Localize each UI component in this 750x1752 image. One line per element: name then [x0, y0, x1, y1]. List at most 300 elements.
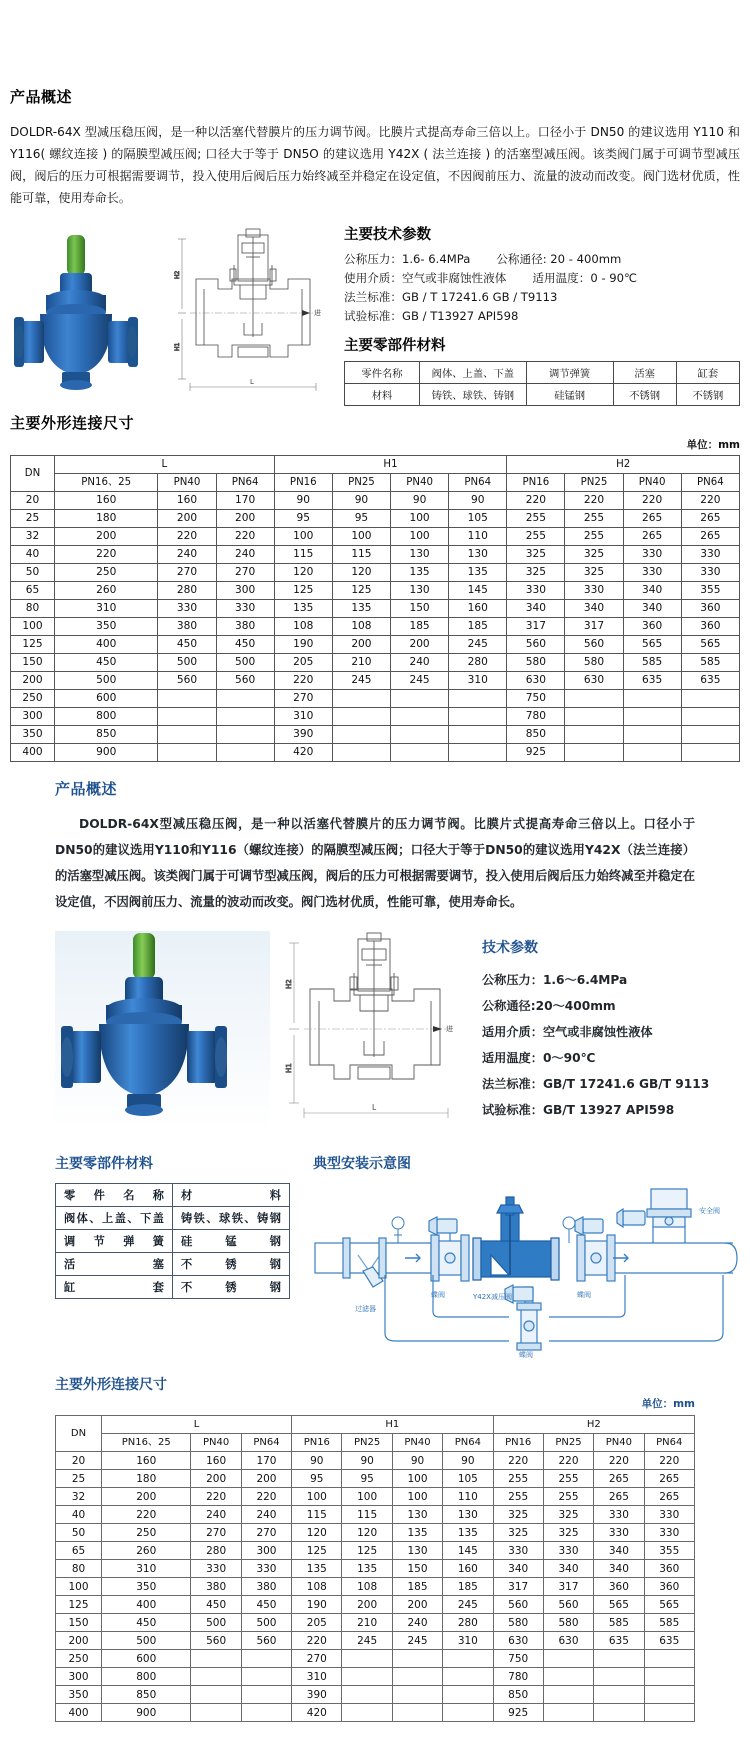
table-row	[56, 1488, 695, 1506]
tech2-label-flange: 法兰标准：	[482, 1077, 543, 1091]
cell-value	[644, 1704, 694, 1722]
table-header-row	[56, 1416, 695, 1434]
cell-value: 300	[241, 1542, 291, 1560]
dim-sub-header-PN25: PN25	[543, 1434, 593, 1452]
table-row	[11, 528, 740, 546]
tech-value-pressure: 1.6- 6.4MPa	[401, 252, 471, 266]
cell-value: 317	[493, 1578, 543, 1596]
cell-value: 500	[191, 1614, 241, 1632]
tech2-label-test: 试验标准：	[482, 1103, 543, 1117]
cell-dn: 250	[11, 690, 55, 708]
cell-dn: 65	[56, 1542, 102, 1560]
cell-value: 635	[681, 672, 739, 690]
table-row	[56, 1184, 290, 1207]
cell-value: 125	[274, 582, 332, 600]
cell-value: 90	[342, 1452, 392, 1470]
cell-value: 200	[332, 636, 390, 654]
cell-value: 125	[342, 1542, 392, 1560]
cell-value: 115	[292, 1506, 342, 1524]
cell-value	[241, 1686, 291, 1704]
cell-dn: 350	[56, 1686, 102, 1704]
cell-value: 180	[102, 1470, 191, 1488]
cell-value: 200	[391, 636, 449, 654]
cell-value	[449, 744, 507, 762]
cell-value: 350	[55, 618, 158, 636]
mat1-v-piston: 不锈钢	[613, 384, 676, 406]
dim-sub-header-PN64: PN64	[216, 474, 274, 492]
cell-value	[443, 1668, 493, 1686]
cell-value: 330	[644, 1506, 694, 1524]
section1-tech-heading: 主要技术参数	[344, 227, 431, 243]
mat2-material: 铸铁、球铁、铸钢	[173, 1207, 290, 1230]
cell-value: 900	[102, 1704, 191, 1722]
cell-value: 565	[644, 1596, 694, 1614]
cell-dn: 400	[11, 744, 55, 762]
cell-value: 750	[507, 690, 565, 708]
cell-value: 240	[391, 654, 449, 672]
cell-value: 145	[449, 582, 507, 600]
section2-overview-text: DOLDR-64X型减压稳压阀，是一种以活塞代替膜片的压力调节阀。比膜片式提高寿命三倍以上。口径小于DN50的建议选用Y110和Y116（螺纹连接）的隔膜型减压阀；口径大于等于DN50的建议选用Y42X（法兰连接）的活塞型减压阀。该类阀门属于可调节型减压阀，阀后的压力可根据需要调节，投入使用后阀后压力始终减至并稳定在设定值，不因阀前压力、流量的波动而改变。阀门选材优质，性能可靠，使用寿命长。	[55, 817, 695, 909]
cell-value	[391, 690, 449, 708]
cell-value: 560	[158, 672, 216, 690]
cell-value	[449, 708, 507, 726]
valve-section-drawing-1	[160, 219, 330, 402]
cell-value: 800	[55, 708, 158, 726]
cell-value: 135	[342, 1560, 392, 1578]
cell-value: 100	[392, 1488, 442, 1506]
cell-value	[443, 1704, 493, 1722]
table-row	[56, 1524, 695, 1542]
cell-value: 160	[191, 1452, 241, 1470]
valve-photo-1	[10, 219, 160, 399]
mat1-v-spring: 硅锰钢	[526, 384, 613, 406]
inlet-label: 进	[314, 309, 321, 317]
cell-value: 90	[391, 492, 449, 510]
cell-value	[392, 1686, 442, 1704]
cell-value: 265	[644, 1470, 694, 1488]
cell-value: 90	[443, 1452, 493, 1470]
table-row	[11, 510, 740, 528]
section2-material-install-row	[55, 1153, 720, 1358]
mat1-h-part: 零件名称	[345, 362, 420, 384]
cell-dn: 25	[11, 510, 55, 528]
cell-value: 780	[493, 1668, 543, 1686]
tech2-row-medium	[482, 1019, 709, 1045]
cell-value: 265	[594, 1470, 644, 1488]
cell-value: 270	[191, 1524, 241, 1542]
cell-value: 200	[216, 510, 274, 528]
table-row	[11, 654, 740, 672]
cell-value: 325	[493, 1524, 543, 1542]
cell-value: 220	[274, 672, 332, 690]
cell-value	[158, 726, 216, 744]
cell-value: 580	[565, 654, 623, 672]
cell-value	[342, 1668, 392, 1686]
cell-value	[565, 744, 623, 762]
section2-tech-block	[470, 931, 709, 1123]
dim-sub-header-PN16: PN16	[493, 1434, 543, 1452]
dim-sub-header-PN64: PN64	[443, 1434, 493, 1452]
cell-value: 255	[565, 510, 623, 528]
dim-sub-header-PN40: PN40	[158, 474, 216, 492]
cell-value	[216, 690, 274, 708]
cell-value: 130	[443, 1506, 493, 1524]
cell-value: 500	[55, 672, 158, 690]
cell-value: 355	[681, 582, 739, 600]
section1-overview-block	[10, 0, 740, 209]
section2-material-table	[55, 1183, 290, 1299]
cell-value: 565	[623, 636, 681, 654]
cell-value: 220	[493, 1452, 543, 1470]
cell-value: 108	[274, 618, 332, 636]
table-row	[56, 1632, 695, 1650]
cell-value: 560	[241, 1632, 291, 1650]
cell-value: 220	[158, 528, 216, 546]
cell-value: 850	[493, 1686, 543, 1704]
cell-value: 360	[644, 1578, 694, 1596]
table-row	[56, 1596, 695, 1614]
table-row	[56, 1207, 290, 1230]
cell-value: 635	[594, 1632, 644, 1650]
cell-dn: 25	[56, 1470, 102, 1488]
cell-value: 360	[644, 1560, 694, 1578]
dim-group-h2: H2	[507, 456, 740, 474]
cell-value: 330	[543, 1542, 593, 1560]
table-row	[56, 1506, 695, 1524]
valve-section-drawing-2	[270, 931, 470, 1131]
cell-value: 600	[102, 1650, 191, 1668]
cell-value	[241, 1650, 291, 1668]
cell-value: 270	[158, 564, 216, 582]
cell-value: 90	[274, 492, 332, 510]
cell-value	[594, 1668, 644, 1686]
section2-units-label: 单位：mm	[641, 1398, 695, 1410]
cell-value: 108	[332, 618, 390, 636]
cell-value: 260	[55, 582, 158, 600]
cell-dn: 200	[56, 1632, 102, 1650]
table-row	[56, 1614, 695, 1632]
table-header-row	[11, 456, 740, 474]
mat2-part-name: 调节弹簧	[56, 1230, 173, 1253]
cell-value: 330	[623, 546, 681, 564]
cell-value: 450	[158, 636, 216, 654]
tech2-label-bore: 公称通径:	[482, 999, 536, 1013]
cell-value: 390	[274, 726, 332, 744]
cell-value	[543, 1686, 593, 1704]
dim-label-h1: H1	[285, 1063, 293, 1073]
cell-value: 240	[191, 1506, 241, 1524]
cell-dn: 80	[11, 600, 55, 618]
cell-value	[681, 744, 739, 762]
dim-group-l: L	[55, 456, 275, 474]
cell-value	[543, 1650, 593, 1668]
tech-row-pressure	[344, 250, 740, 269]
cell-value: 580	[543, 1614, 593, 1632]
cell-value: 560	[191, 1632, 241, 1650]
cell-value: 380	[158, 618, 216, 636]
cell-value: 420	[292, 1704, 342, 1722]
cell-dn: 40	[56, 1506, 102, 1524]
mat1-v-part: 材料	[345, 384, 420, 406]
cell-value	[644, 1650, 694, 1668]
cell-value: 160	[449, 600, 507, 618]
table-row	[11, 744, 740, 762]
cell-value: 360	[594, 1578, 644, 1596]
cell-value	[158, 690, 216, 708]
cell-value	[342, 1686, 392, 1704]
tech2-row-flange	[482, 1071, 709, 1097]
cell-value	[449, 690, 507, 708]
section2-install-heading: 典型安装示意图	[313, 1156, 411, 1172]
cell-value: 380	[191, 1578, 241, 1596]
cell-value: 925	[493, 1704, 543, 1722]
mat1-h-spring: 调节弹簧	[526, 362, 613, 384]
cell-value: 120	[274, 564, 332, 582]
tech2-value-flange: GB/T 17241.6 GB/T 9113	[542, 1077, 710, 1091]
cell-value: 560	[543, 1596, 593, 1614]
cell-value: 330	[681, 546, 739, 564]
cell-value: 360	[623, 618, 681, 636]
section2-dim-heading: 主要外形连接尺寸	[55, 1377, 167, 1393]
cell-value	[191, 1704, 241, 1722]
cell-value: 500	[241, 1614, 291, 1632]
cell-value: 330	[493, 1542, 543, 1560]
cell-value: 200	[241, 1470, 291, 1488]
cell-value	[565, 690, 623, 708]
dim-group-dn: DN	[11, 456, 55, 492]
cell-value	[623, 744, 681, 762]
cell-value: 750	[493, 1650, 543, 1668]
cell-value: 390	[292, 1686, 342, 1704]
cell-value: 850	[55, 726, 158, 744]
cell-value: 400	[55, 636, 158, 654]
cell-value: 340	[493, 1560, 543, 1578]
table-row	[56, 1578, 695, 1596]
cell-value: 580	[493, 1614, 543, 1632]
cell-value: 145	[443, 1542, 493, 1560]
tech2-row-test	[482, 1097, 709, 1123]
cell-value: 220	[644, 1452, 694, 1470]
table-row	[56, 1686, 695, 1704]
cell-value	[158, 708, 216, 726]
cell-value: 170	[216, 492, 274, 510]
cell-value: 250	[55, 564, 158, 582]
label-safety-valve: 安全阀	[699, 1207, 720, 1215]
table-row	[56, 1560, 695, 1578]
dim-sub-header-PN40: PN40	[392, 1434, 442, 1452]
cell-value	[443, 1650, 493, 1668]
cell-value: 185	[449, 618, 507, 636]
cell-value: 220	[292, 1632, 342, 1650]
cell-dn: 80	[56, 1560, 102, 1578]
cell-value: 850	[102, 1686, 191, 1704]
table-row	[345, 362, 740, 384]
cell-value: 560	[565, 636, 623, 654]
cell-value: 270	[292, 1650, 342, 1668]
mat2-part-name: 零件名称	[56, 1184, 173, 1207]
cell-value: 585	[623, 654, 681, 672]
cell-dn: 200	[11, 672, 55, 690]
cell-value: 125	[292, 1542, 342, 1560]
cell-value	[241, 1704, 291, 1722]
cell-dn: 250	[56, 1650, 102, 1668]
cell-value: 210	[342, 1614, 392, 1632]
cell-value: 330	[158, 600, 216, 618]
cell-value: 135	[391, 564, 449, 582]
cell-value: 125	[332, 582, 390, 600]
cell-value: 500	[158, 654, 216, 672]
tech2-value-temp: 0～90℃	[542, 1051, 596, 1065]
cell-value: 317	[565, 618, 623, 636]
cell-value: 560	[216, 672, 274, 690]
cell-value: 190	[274, 636, 332, 654]
cell-value: 220	[594, 1452, 644, 1470]
tech-label-flange: 法兰标准：	[344, 290, 402, 304]
table-row	[11, 492, 740, 510]
cell-value: 380	[216, 618, 274, 636]
cell-value: 135	[449, 564, 507, 582]
section2-tech-heading: 技术参数	[482, 940, 538, 956]
cell-value	[332, 744, 390, 762]
cell-value: 115	[342, 1506, 392, 1524]
cell-value: 260	[102, 1542, 191, 1560]
cell-value: 580	[507, 654, 565, 672]
cell-value: 220	[507, 492, 565, 510]
cell-dn: 20	[11, 492, 55, 510]
cell-value	[681, 690, 739, 708]
svg-text:H1: H1	[174, 342, 181, 351]
cell-value	[391, 744, 449, 762]
cell-value: 255	[507, 528, 565, 546]
cell-value	[681, 708, 739, 726]
section1-overview-heading: 产品概述	[10, 88, 73, 106]
table-row	[56, 1704, 695, 1722]
cell-value: 280	[158, 582, 216, 600]
cell-value: 340	[594, 1560, 644, 1578]
cell-value	[332, 726, 390, 744]
label-butterfly-2: 蝶阀	[577, 1291, 591, 1299]
cell-value: 330	[216, 600, 274, 618]
cell-value: 340	[623, 600, 681, 618]
cell-value: 245	[391, 672, 449, 690]
cell-dn: 32	[11, 528, 55, 546]
dim2-group-h2: H2	[493, 1416, 694, 1434]
cell-value: 250	[102, 1524, 191, 1542]
cell-value: 220	[102, 1506, 191, 1524]
cell-value: 265	[594, 1488, 644, 1506]
table-row	[11, 708, 740, 726]
table-row	[11, 636, 740, 654]
tech-value-bore: 20 - 400mm	[550, 252, 622, 266]
cell-dn: 125	[11, 636, 55, 654]
tech2-label-pressure: 公称压力：	[482, 973, 543, 987]
cell-value: 100	[274, 528, 332, 546]
dim-label-h2: H2	[285, 979, 293, 989]
section1-tech-spec-block	[330, 219, 740, 406]
cell-value: 900	[55, 744, 158, 762]
mat1-h-sleeve: 缸套	[676, 362, 739, 384]
cell-value: 340	[507, 600, 565, 618]
tech2-value-pressure: 1.6～6.4MPa	[542, 973, 628, 987]
cell-value	[594, 1686, 644, 1704]
cell-dn: 300	[56, 1668, 102, 1686]
table-row	[11, 726, 740, 744]
cell-value: 325	[565, 564, 623, 582]
cell-dn: 50	[11, 564, 55, 582]
cell-dn: 150	[56, 1614, 102, 1632]
tech2-row-temp	[482, 1045, 709, 1071]
cell-value: 360	[681, 618, 739, 636]
cell-value	[565, 726, 623, 744]
cell-dn: 20	[56, 1452, 102, 1470]
cell-value: 270	[274, 690, 332, 708]
dim-sub-header-PN64: PN64	[681, 474, 739, 492]
mat2-part-name: 缸套	[56, 1276, 173, 1299]
dim-label-l: L	[372, 1103, 377, 1112]
cell-value: 130	[391, 582, 449, 600]
mat2-material: 硅锰钢	[173, 1230, 290, 1253]
cell-value: 340	[543, 1560, 593, 1578]
tech2-value-test: GB/T 13927 API598	[542, 1103, 675, 1117]
cell-value: 135	[392, 1524, 442, 1542]
dim-sub-header-PN64: PN64	[449, 474, 507, 492]
cell-value: 585	[644, 1614, 694, 1632]
cell-value	[623, 726, 681, 744]
cell-value: 240	[216, 546, 274, 564]
section1-units-label: 单位：mm	[686, 439, 740, 451]
cell-value: 330	[681, 564, 739, 582]
tech-label-medium: 使用介质：	[344, 271, 402, 285]
cell-value: 95	[332, 510, 390, 528]
cell-value: 108	[292, 1578, 342, 1596]
cell-value: 105	[449, 510, 507, 528]
cell-value: 500	[216, 654, 274, 672]
cell-value: 160	[158, 492, 216, 510]
section1-dim-heading: 主要外形连接尺寸	[10, 414, 135, 432]
cell-value: 245	[392, 1632, 442, 1650]
cell-value: 220	[191, 1488, 241, 1506]
cell-value: 200	[55, 528, 158, 546]
cell-value: 270	[216, 564, 274, 582]
cell-value	[644, 1668, 694, 1686]
mat2-part-name: 阀体、上盖、下盖	[56, 1207, 173, 1230]
section2-figure-spec-row	[55, 931, 710, 1131]
cell-dn: 40	[11, 546, 55, 564]
cell-value: 560	[493, 1596, 543, 1614]
cell-value	[342, 1650, 392, 1668]
label-filter: 过滤器	[355, 1305, 376, 1313]
cell-value	[594, 1650, 644, 1668]
cell-value: 110	[443, 1488, 493, 1506]
cell-value: 265	[681, 528, 739, 546]
cell-value: 205	[292, 1614, 342, 1632]
dim-sub-header-PN1625: PN16、25	[55, 474, 158, 492]
mat2-part-name: 活塞	[56, 1253, 173, 1276]
cell-value: 630	[493, 1632, 543, 1650]
tech-value-medium: 空气或非腐蚀性液体	[401, 271, 507, 285]
table-row	[11, 690, 740, 708]
cell-value: 280	[449, 654, 507, 672]
cell-value: 220	[623, 492, 681, 510]
tech-value-flange: GB / T 17241.6 GB / T9113	[401, 290, 558, 304]
dim-sub-header-PN64: PN64	[241, 1434, 291, 1452]
tech2-row-bore	[482, 993, 709, 1019]
table-row	[56, 1668, 695, 1686]
section1-material-table	[344, 361, 740, 406]
tech2-row-pressure	[482, 967, 709, 993]
cell-value: 245	[449, 636, 507, 654]
cell-dn: 50	[56, 1524, 102, 1542]
